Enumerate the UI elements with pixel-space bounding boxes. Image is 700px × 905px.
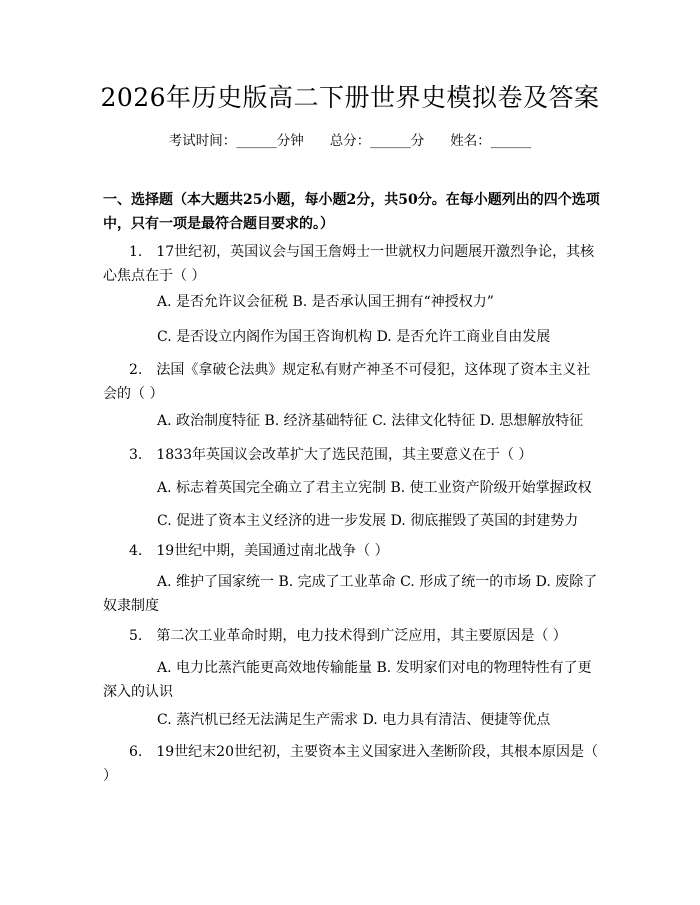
page-title: 2026年历史版高二下册世界史模拟卷及答案 [100, 83, 600, 112]
question-1-options-row-2: C. 是否设立内阁作为国王咨询机构 D. 是否允许工商业自由发展 [157, 329, 551, 345]
question-3-options-row-1: A. 标志着英国完全确立了君主立宪制 B. 使工业资产阶级开始掌握政权 [157, 480, 592, 496]
question-1-stem: 1. 17世纪初，英国议会与国王詹姆士一世就权力问题展开激烈争论，其核心焦点在于（ ） [103, 244, 595, 284]
total-score-field: 总分：______分 [329, 133, 425, 149]
question-1-options-row-1: A. 是否允许议会征税 B. 是否承认国王拥有“神授权力” [157, 294, 494, 310]
question-5-options-row-2: C. 蒸汽机已经无法满足生产需求 D. 电力具有清洁、便捷等优点 [157, 712, 551, 728]
question-3-stem: 3. 1833年英国议会改革扩大了选民范围，其主要意义在于（ ） [129, 447, 533, 463]
question-2-options-row-1: A. 政治制度特征 B. 经济基础特征 C. 法律文化特征 D. 思想解放特征 [157, 413, 584, 429]
question-2-stem: 2. 法国《拿破仑法典》规定私有财产神圣不可侵犯，这体现了资本主义社会的（ ） [103, 362, 591, 402]
question-4-stem: 4. 19世纪中期，美国通过南北战争（ ） [129, 543, 389, 559]
question-3-options-row-2: C. 促进了资本主义经济的进一步发展 D. 彻底摧毁了英国的封建势力 [157, 513, 579, 529]
question-5-options-row-1: A. 电力比蒸汽能更高效地传输能量 B. 发明家们对电的物理特性有了更深入的认识 [103, 660, 592, 700]
question-6-stem: 6. 19世纪末20世纪初，主要资本主义国家进入垄断阶段，其根本原因是（ ） [103, 744, 598, 784]
question-4-options-row-1: A. 维护了国家统一 B. 完成了工业革命 C. 形成了统一的市场 D. 废除了奴隶制度 [103, 574, 598, 614]
section-heading: 一、选择题（本大题共25小题，每小题2分，共50分。在每小题列出的四个选项中，只有一项是最符合题目要求的。） [103, 192, 600, 232]
student-name-field: 姓名：______ [450, 133, 532, 149]
question-5-stem: 5. 第二次工业革命时期，电力技术得到广泛应用，其主要原因是（ ） [129, 628, 567, 644]
exam-info-line [0, 130, 700, 152]
exam-time-field: 考试时间：______分钟 [168, 133, 304, 149]
